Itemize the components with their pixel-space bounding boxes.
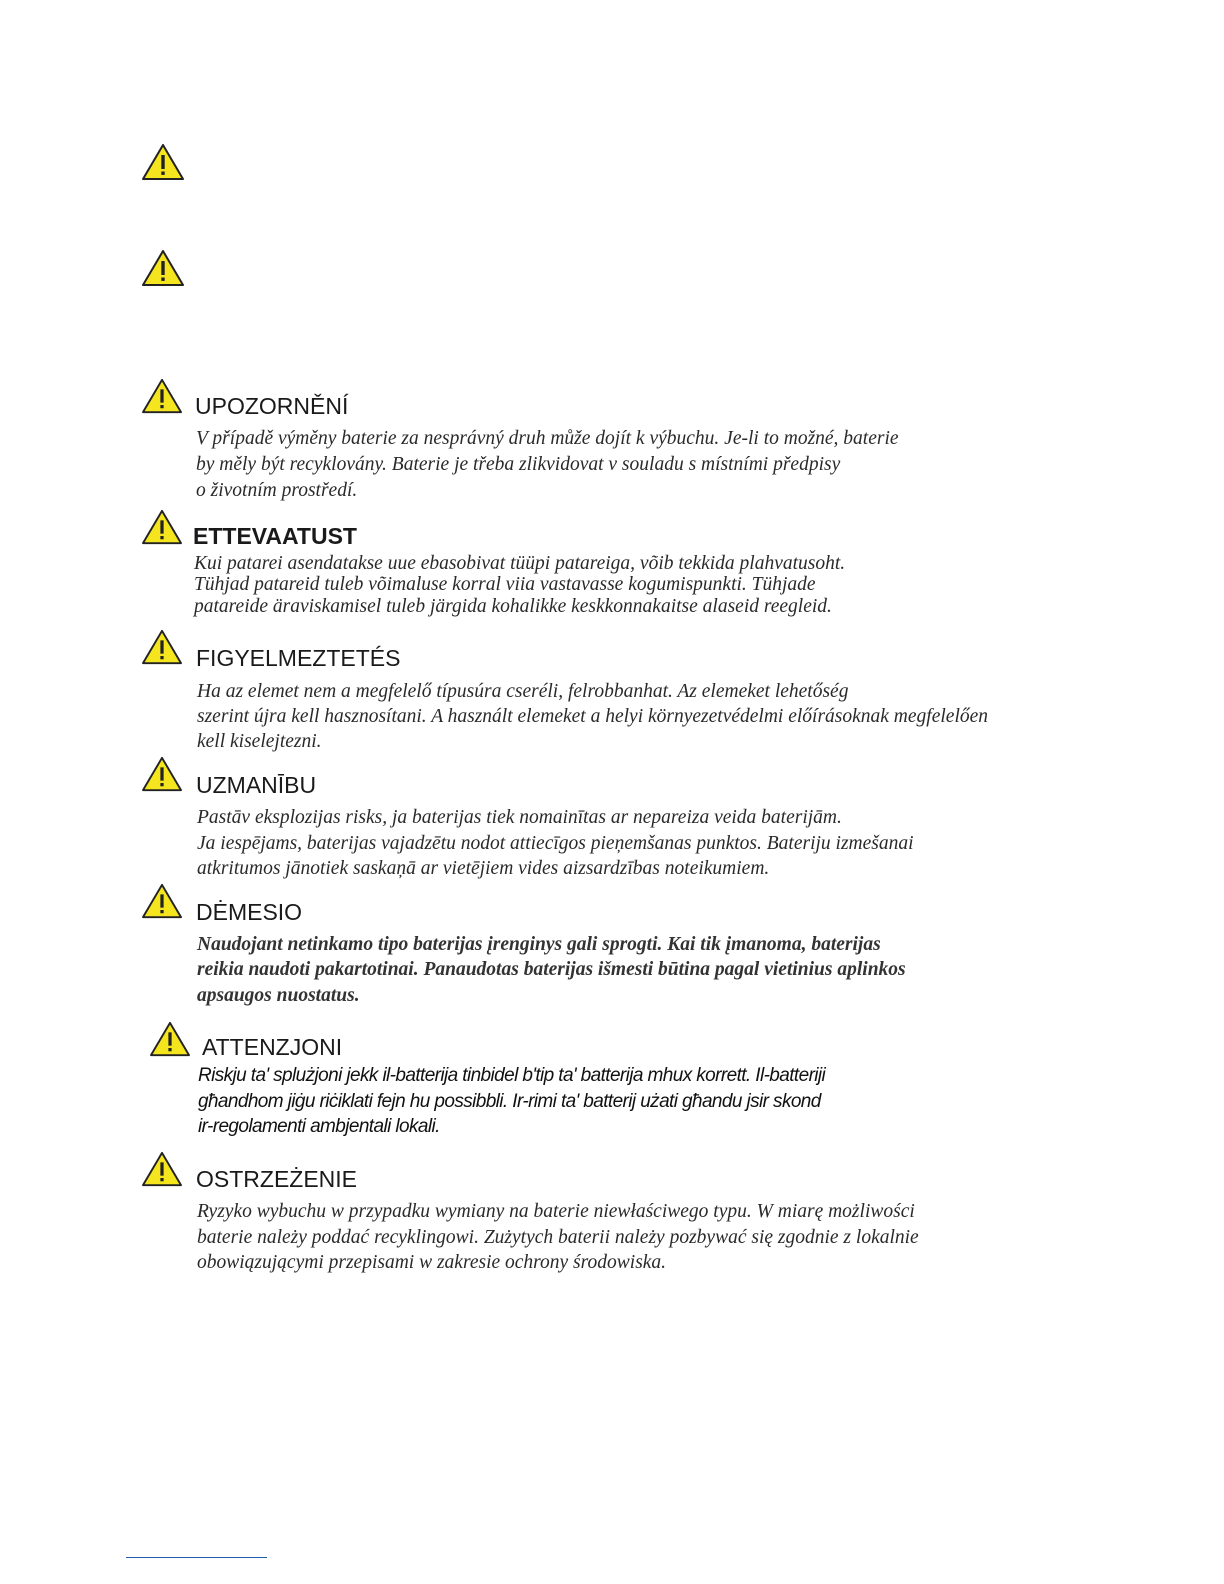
footnote-divider	[126, 1557, 267, 1558]
section-text-line: għandhom jiġu riċiklati fejn hu possibbli. Ir-rimi ta' batterij użati għandu jsir skond	[198, 1091, 821, 1112]
section-text-line: apsaugos nuostatus.	[197, 985, 360, 1006]
section-text-line: Pastāv eksplozijas risks, ja baterijas tiek nomainītas ar nepareiza veida baterijām.	[197, 807, 842, 828]
section-heading: OSTRZEŻENIE	[196, 1166, 358, 1192]
section-heading: FIGYELMEZTETÉS	[196, 645, 401, 671]
section-text-line: patareide äraviskamisel tuleb järgida kohalikke keskkonnakaitse alaseid reegleid.	[194, 596, 832, 617]
section-text-line: Kui patarei asendatakse uue ebasobivat tüüpi patareiga, võib tekkida plahvatusoht.	[194, 553, 846, 574]
section-heading: UPOZORNĚNÍ	[195, 393, 349, 419]
warning-triangle-icon	[140, 142, 186, 182]
section-text-line: Tühjad patareid tuleb võimaluse korral viia vastavasse kogumispunkti. Tühjade	[194, 574, 816, 595]
section-heading: UZMANĪBU	[196, 772, 317, 798]
section-text-line: by měly být recyklovány. Baterie je třeba zlikvidovat v souladu s místními předpisy	[196, 454, 841, 475]
section-heading: DĖMESIO	[196, 899, 303, 925]
warning-triangle-icon	[140, 508, 184, 546]
section-text-line: kell kiselejtezni.	[197, 731, 322, 752]
section-text-line: V případě výměny baterie za nesprávný druh může dojít k výbuchu. Je-li to možné, baterie	[196, 428, 899, 449]
warning-triangle-icon	[148, 1020, 192, 1058]
section-heading: ATTENZJONI	[202, 1034, 343, 1060]
section-text-line: obowiązującymi przepisami w zakresie ochrony środowiska.	[197, 1252, 667, 1273]
section-text-line: szerint újra kell hasznosítani. A használt elemeket a helyi környezetvédelmi előírásoknak megfelelően	[197, 706, 989, 727]
section-text-line: baterie należy poddać recyklingowi. Zużytych baterii należy pozbywać się zgodnie z lokalnie	[197, 1227, 919, 1248]
section-text-line: atkritumos jānotiek saskaņā ar vietējiem vides aizsardzības noteikumiem.	[197, 858, 770, 879]
section-text-line: reikia naudoti pakartotinai. Panaudotas baterijas išmesti būtina pagal vietinius aplinkos	[197, 959, 906, 980]
warning-triangle-icon	[140, 882, 184, 920]
section-text-line: Riskju ta' splużjoni jekk il-batterija tinbidel b'tip ta' batterija mhux korrett. Il-batteriji	[198, 1065, 826, 1086]
section-heading: ETTEVAATUST	[193, 523, 357, 549]
section-text-line: Ha az elemet nem a megfelelő típusúra cseréli, felrobbanhat. Az elemeket lehetőség	[197, 681, 849, 702]
section-text-line: Ja iespējams, baterijas vajadzētu nodot attiecīgos pieņemšanas punktos. Bateriju izmešanai	[197, 833, 914, 854]
warning-triangle-icon	[140, 1150, 184, 1188]
warning-triangle-icon	[140, 628, 184, 666]
warning-triangle-icon	[140, 755, 184, 793]
section-text-line: Ryzyko wybuchu w przypadku wymiany na baterie niewłaściwego typu. W miarę możliwości	[197, 1201, 915, 1222]
section-text-line: o životním prostředí.	[196, 480, 358, 501]
section-text-line: ir-regolamenti ambjentali lokali.	[198, 1116, 440, 1137]
section-text-line: Naudojant netinkamo tipo baterijas įrenginys gali sprogti. Kai tik įmanoma, baterijas	[197, 934, 881, 955]
warning-triangle-icon	[140, 248, 186, 288]
warning-triangle-icon	[140, 377, 184, 415]
